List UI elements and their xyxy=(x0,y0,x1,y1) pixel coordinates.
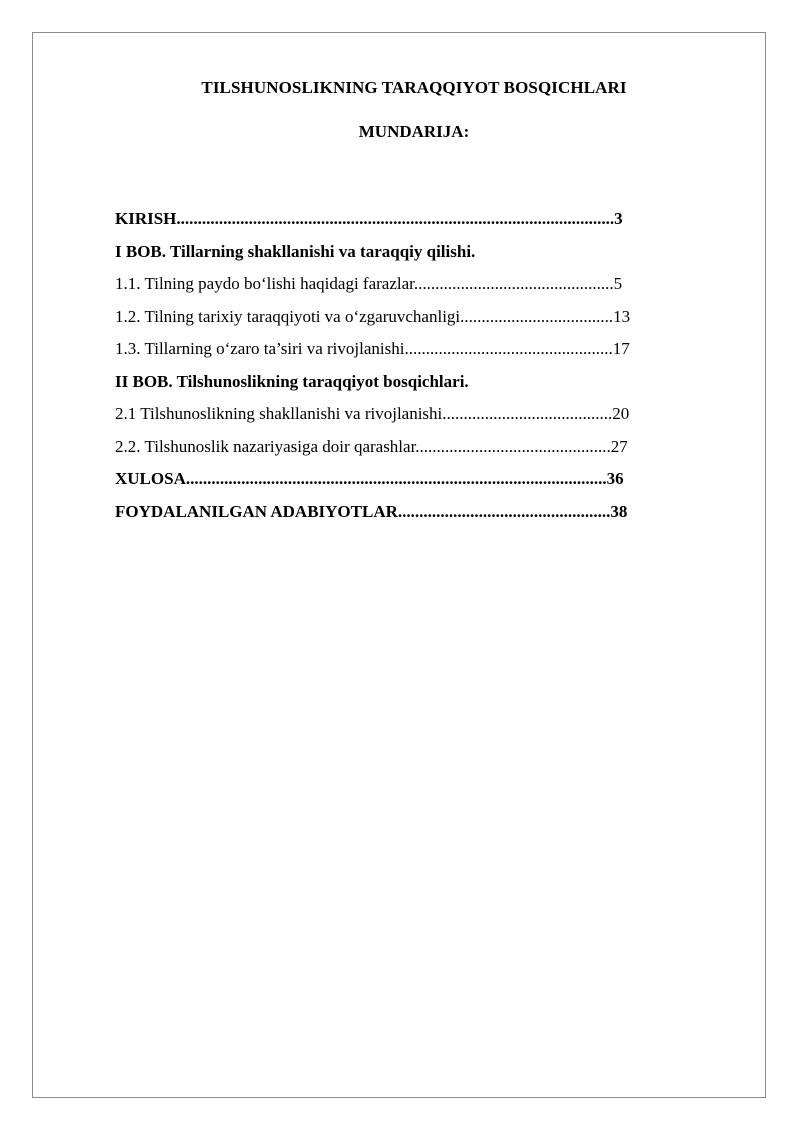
toc-entry-adabiyotlar: FOYDALANILGAN ADABIYOTLAR..................................................38 xyxy=(115,501,628,521)
toc-entry-1-1: 1.1. Tilning paydo bo‘lishi haqidagi farazlar...............................................5 xyxy=(115,274,623,293)
table-of-contents xyxy=(115,206,695,531)
toc-entry-1-3: 1.3. Tillarning o‘zaro ta’siri va rivojlanishi.................................................17 xyxy=(115,339,630,358)
toc-entry-chapter-1: I BOB. Tillarning shakllanishi va taraqqiy qilishi. xyxy=(115,241,476,261)
toc-entry-xulosa: XULOSA...................................................................................................36 xyxy=(115,469,624,488)
page-border xyxy=(32,32,766,1098)
toc-entry-chapter-2: II BOB. Tilshunoslikning taraqqiyot bosqichlari. xyxy=(115,371,469,391)
toc-entry-1-2: 1.2. Tilning tarixiy taraqqiyoti va o‘zgaruvchanligi....................................13 xyxy=(115,306,631,326)
toc-heading: MUNDARIJA: xyxy=(358,122,470,141)
document-title: TILSHUNOSLIKNING TARAQQIYOT BOSQICHLARI xyxy=(201,78,627,97)
toc-entry-2-2: 2.2. Tilshunoslik nazariyasiga doir qarashlar..............................................27 xyxy=(115,436,628,456)
toc-entry-2-1: 2.1 Tilshunoslikning shakllanishi va rivojlanishi........................................20 xyxy=(115,404,630,423)
toc-entry-kirish: KIRISH.......................................................................................................3 xyxy=(115,209,623,228)
